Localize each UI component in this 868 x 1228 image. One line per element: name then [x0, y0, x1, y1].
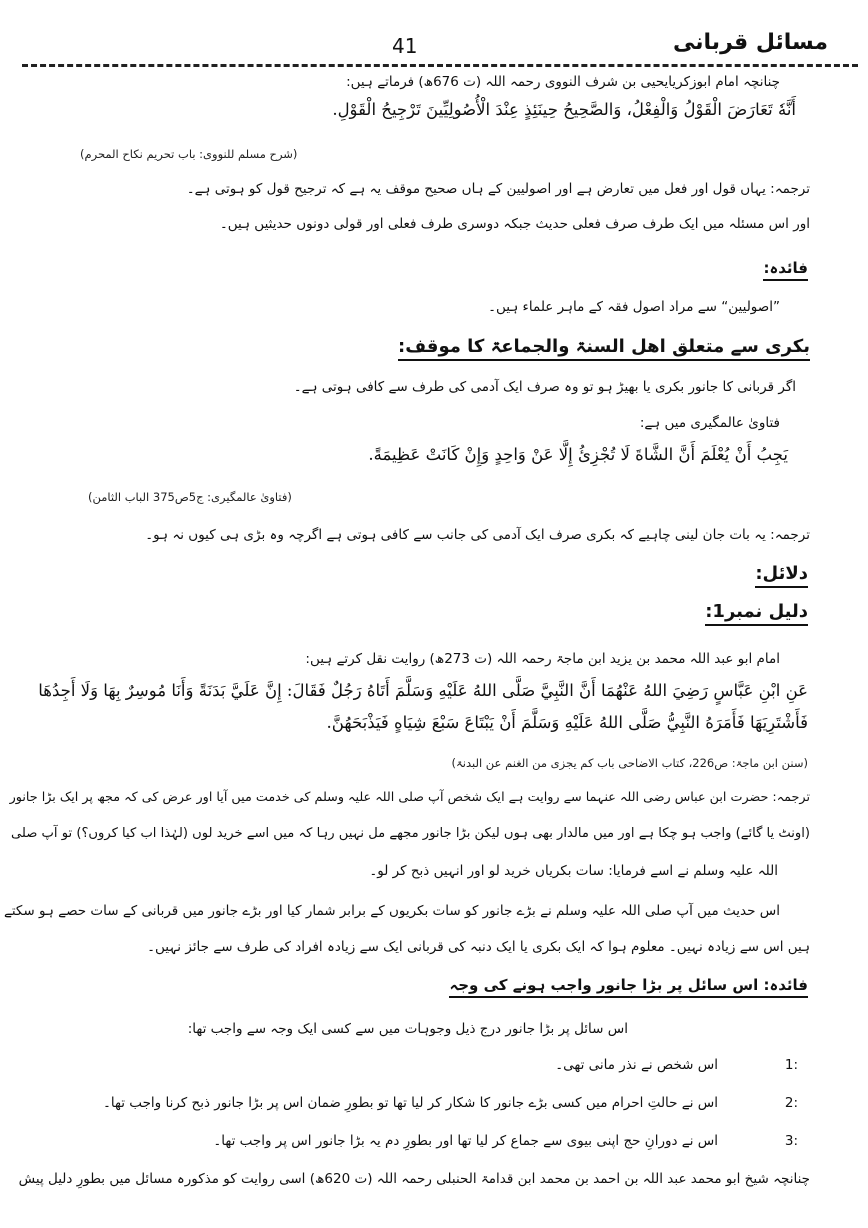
- text-line: ”اصولیین“ سے مراد اصول فقہ کے ماہر علماء ہیں۔: [488, 299, 780, 315]
- section-heading: [398, 336, 810, 357]
- list-item: اس نے دورانِ حج اپنی بیوی سے جماع کر لیا تھا اور بطورِ دم یہ بڑا جانور اس پر واجب تھا۔: [213, 1133, 718, 1149]
- faida-heading-text: فائدہ: اس سائل پر بڑا جانور واجب ہونے کی وجہ: [449, 976, 808, 998]
- text-line: امام ابو عبد اللہ محمد بن یزید ابن ماجۃ رحمہ اللہ (ت 273ھ) روایت نقل کرتے ہیں:: [305, 651, 780, 667]
- text-line: اس سائل پر بڑا جانور درج ذیل وجوہات میں سے کسی ایک وجہ سے واجب تھا:: [187, 1021, 628, 1037]
- citation: (فتاویٰ عالمگیری: ج5ص375 الباب الثامن): [88, 490, 292, 504]
- text-line: اور اس مسئلہ میں ایک طرف صرف فعلی حدیث جبکہ دوسری طرف فعلی اور قولی دونوں حدیثیں ہیں۔: [219, 216, 810, 232]
- page-number: 41: [392, 34, 418, 58]
- translation-line: (اونٹ یا گائے) واجب ہو چکا ہے اور میں مالدار بھی ہوں لیکن بڑا جانور مجھے مل نہیں رہا کہ میں اسے خرید لوں (لہٰذا اب کیا کروں؟) تو آپ صلی: [10, 826, 810, 841]
- header-rule: [22, 64, 858, 67]
- list-number: 2:: [784, 1095, 798, 1111]
- section-heading-dalail: [755, 563, 808, 584]
- translation-line: ترجمہ: حضرت ابن عباس رضی اللہ عنہما سے روایت ہے ایک شخص آپ صلی اللہ علیہ وسلم کی خدمت میں آیا اور عرض کی کہ مجھ پر ایک بڑا جانور: [9, 790, 810, 805]
- text-line: چنانچہ امام ابوزکریایحیی بن شرف النووی رحمہ اللہ (ت 676ھ) فرماتے ہیں:: [346, 74, 780, 90]
- text-line: فتاویٰ عالمگیری میں ہے:: [639, 415, 780, 431]
- list-number: 1:: [784, 1057, 798, 1073]
- dalail-label: دلائل:: [755, 563, 808, 588]
- text-line: ہیں اس سے زیادہ نہیں۔ معلوم ہوا کہ ایک بکری یا ایک دنبہ کی قربانی ایک سے زیادہ افراد کی طرف سے جائز نہیں۔: [147, 939, 810, 955]
- text-line: چنانچہ شیخ ابو محمد عبد اللہ بن احمد بن محمد ابن قدامۃ الحنبلی رحمہ اللہ (ت 620ھ) اسی روایت کو مذکورہ مسائل میں بطورِ دلیل پیش: [18, 1171, 810, 1187]
- text-line: اس حدیث میں آپ صلی اللہ علیہ وسلم نے بڑے جانور کو سات بکریوں کے برابر شمار کیا اور بڑے جانور میں قربانی کے سات حصے ہو سکتے: [3, 903, 780, 919]
- text-line: اگر قربانی کا جانور بکری یا بھیڑ ہو تو وہ صرف ایک آدمی کی طرف سے کافی ہوتی ہے۔: [293, 379, 796, 395]
- list-number: 3:: [784, 1133, 798, 1149]
- translation-line: اللہ علیہ وسلم نے اسے فرمایا: سات بکریاں خرید لو اور انہیں ذبح کر لو۔: [369, 863, 778, 879]
- section-heading-faida: [763, 259, 808, 277]
- faida-label: فائدہ:: [763, 259, 808, 281]
- section-heading-text: بکری سے متعلق اھل السنۃ والجماعۃ کا موقف:: [398, 336, 810, 361]
- section-heading: [449, 976, 808, 994]
- arabic-quote: يَجِبُ أَنْ يُعْلَمَ أَنَّ الشَّاةَ لَا تُجْزِئُ إِلَّا عَنْ وَاحِدٍ وَإِنْ كَانَتْ عَظِيمَةً.: [368, 445, 788, 464]
- citation: (شرح مسلم للنووی: باب تحریم نکاح المحرم): [80, 147, 298, 161]
- running-header-title: مسائل قربانی: [673, 30, 828, 55]
- translation-line: ترجمہ: یہ بات جان لینی چاہیے کہ بکری صرف ایک آدمی کی جانب سے کافی ہوتی ہے اگرچہ وہ بڑی ہی کیوں نہ ہو۔: [145, 527, 810, 543]
- list-item: اس نے حالتِ احرام میں کسی بڑے جانور کا شکار کر لیا تھا تو بطورِ ضمان اس پر بڑا جانور ذبح کرنا واجب تھا۔: [103, 1095, 718, 1111]
- citation: (سنن ابن ماجۃ: ص226، کتاب الاضاحی باب کم یجزی من الغنم عن البدنۃ): [451, 756, 808, 770]
- dalil-1-label: دلیل نمبر1:: [705, 601, 808, 626]
- arabic-hadith: عَنِ ابْنِ عَبَّاسٍ رَضِيَ اللهُ عَنْهُمَا أَنَّ النَّبِيَّ صَلَّى اللهُ عَلَيْهِ وَسَلَّمَ أَتَاهُ رَجُلٌ فَقَالَ: إِنَّ عَلَيَّ بَدَنَةً وَأَنَا مُوسِرٌ بِهَا وَلَا أَجِدُهَا: [38, 681, 808, 700]
- translation-line: ترجمہ: یہاں قول اور فعل میں تعارض ہے اور اصولیین کے ہاں صحیح موقف یہ ہے کہ ترجیح قول کو ہوتی ہے۔: [186, 181, 810, 197]
- list-item: اس شخص نے نذر مانی تھی۔: [555, 1057, 718, 1073]
- subsection-heading: [705, 601, 808, 622]
- arabic-quote: أَنَّهٗ تَعَارَضَ الْقَوْلُ وَالْفِعْلُ، وَالصَّحِيحُ حِينَئِذٍ عِنْدَ الْأُصُولِيِّينَ تَرْجِيحُ الْقَوْلِ.: [332, 100, 796, 119]
- arabic-hadith: فَأَشْتَرِيَهَا فَأَمَرَهُ النَّبِيُّ صَلَّى اللهُ عَلَيْهِ وَسَلَّمَ أَنْ يَبْتَاعَ سَبْعَ شِيَاهٍ فَيَذْبَحَهُنَّ.: [326, 713, 808, 732]
